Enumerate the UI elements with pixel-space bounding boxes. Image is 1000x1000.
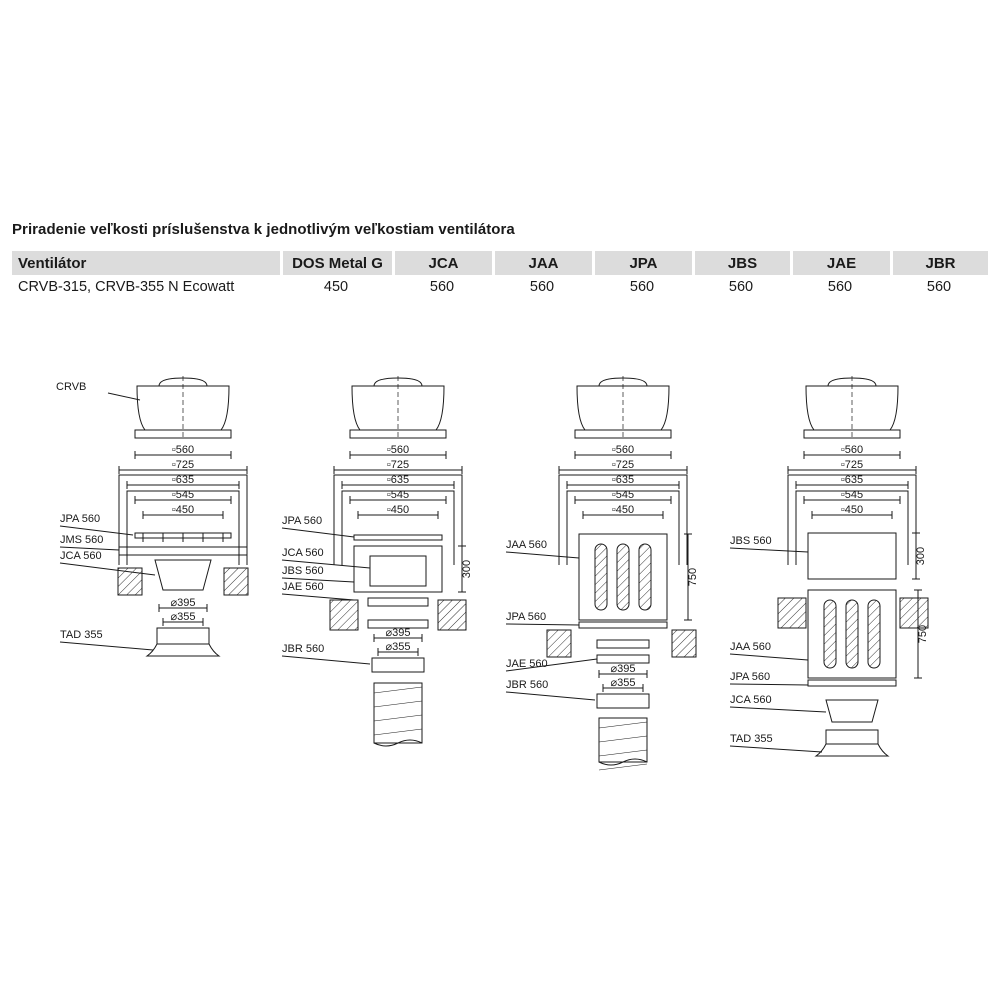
dimension-395: ⌀395 <box>385 627 411 639</box>
table-cell: 560 <box>529 279 555 295</box>
dimension-725: ▫725 <box>611 459 635 471</box>
part-label: JPA 560 <box>282 515 323 527</box>
dimension-355: ⌀355 <box>610 677 636 689</box>
table-cell: CRVB-315, CRVB-355 N Ecowatt <box>18 279 235 295</box>
tad-foot <box>816 744 888 756</box>
dimension-300: 300 <box>914 546 927 566</box>
roof-section <box>438 600 466 630</box>
frame-outline <box>342 491 454 565</box>
table-cell: 560 <box>429 279 455 295</box>
roof-section <box>330 600 358 630</box>
fan-label: CRVB <box>56 381 87 393</box>
dimension-725: ▫725 <box>386 459 410 471</box>
dimension-300: 300 <box>460 559 473 579</box>
roof-section <box>224 568 248 595</box>
leader-line <box>730 684 808 685</box>
roof-section <box>547 630 571 657</box>
duct-line <box>374 729 422 735</box>
header-cell: JPA <box>592 251 692 275</box>
part-label: JAE 560 <box>506 658 548 670</box>
part-label: JCA 560 <box>730 694 772 706</box>
part-label: JMS 560 <box>60 534 104 546</box>
jpa-plate <box>579 622 667 628</box>
roof-section <box>778 598 806 628</box>
roof-section <box>118 568 142 595</box>
dimension-450: ▫450 <box>171 504 195 516</box>
dimension-545: ▫545 <box>171 489 195 501</box>
duct-line <box>599 750 647 756</box>
header-cell: DOS Metal G <box>280 251 392 275</box>
duct-line <box>599 736 647 742</box>
dimension-750: 750 <box>686 567 699 587</box>
jpa-plate <box>354 535 442 540</box>
header-cell: JBR <box>890 251 988 275</box>
jae-plate <box>597 655 649 663</box>
baffle <box>617 544 629 610</box>
roof-section <box>900 598 928 628</box>
baffle <box>846 600 858 668</box>
dimension-450: ▫450 <box>386 504 410 516</box>
jbr-collar <box>597 694 649 708</box>
frame-outline <box>127 491 239 565</box>
tad-collar <box>157 628 209 644</box>
part-label: TAD 355 <box>730 733 773 745</box>
baffle <box>639 544 651 610</box>
part-label: JPA 560 <box>60 513 101 525</box>
dimension-560: ▫560 <box>386 444 410 456</box>
dimension-560: ▫560 <box>840 444 864 456</box>
leader-line <box>730 746 822 752</box>
part-label: JAA 560 <box>506 539 547 551</box>
baffle <box>595 544 607 610</box>
dimension-560: ▫560 <box>171 444 195 456</box>
header-cell: JCA <box>392 251 492 275</box>
leader-line <box>282 656 370 664</box>
dimension-450: ▫450 <box>840 504 864 516</box>
jbr-collar <box>372 658 424 672</box>
header-cell: Ventilátor <box>12 251 280 275</box>
dimension-560: ▫560 <box>611 444 635 456</box>
baffle <box>868 600 880 668</box>
leader-line <box>506 552 579 558</box>
dimension-395: ⌀395 <box>170 597 196 609</box>
jca-damper <box>155 560 211 590</box>
baffle <box>824 600 836 668</box>
dimension-395: ⌀395 <box>610 663 636 675</box>
part-label: JAE 560 <box>282 581 324 593</box>
table-cell: 450 <box>323 279 349 295</box>
roof-section <box>672 630 696 657</box>
dimension-545: ▫545 <box>386 489 410 501</box>
dimension-355: ⌀355 <box>170 611 196 623</box>
leader-line <box>108 393 140 400</box>
header-cell: JAE <box>790 251 890 275</box>
part-label: JAA 560 <box>730 641 771 653</box>
dimension-635: ▫635 <box>611 474 635 486</box>
jae-plate <box>368 598 428 606</box>
table-cell: 560 <box>629 279 655 295</box>
dimension-725: ▫725 <box>840 459 864 471</box>
header-cell: JAA <box>492 251 592 275</box>
part-label: JBR 560 <box>282 643 325 655</box>
leader-line <box>506 624 579 625</box>
dimension-545: ▫545 <box>840 489 864 501</box>
jca-damper <box>370 556 426 586</box>
dimension-750: 750 <box>916 624 929 644</box>
tad-collar <box>826 730 878 744</box>
leader-line <box>730 654 808 660</box>
part-label: JPA 560 <box>730 671 771 683</box>
part-label: TAD 355 <box>60 629 103 641</box>
duct-line <box>374 687 422 693</box>
dimension-725: ▫725 <box>171 459 195 471</box>
jbs-box <box>354 546 442 592</box>
duct-line <box>374 715 422 721</box>
frame-outline <box>796 491 908 565</box>
duct-line <box>599 722 647 728</box>
table-cell: 560 <box>926 279 952 295</box>
jca-damper <box>826 700 878 722</box>
part-label: JBS 560 <box>282 565 324 577</box>
table-cell: 560 <box>728 279 754 295</box>
jbs-box <box>808 533 896 579</box>
dimension-635: ▫635 <box>840 474 864 486</box>
part-label: JCA 560 <box>282 547 324 559</box>
leader-line <box>282 594 354 600</box>
leader-line <box>506 692 595 700</box>
page-title: Priradenie veľkosti príslušenstva k jednotlivým veľkostiam ventilátora <box>12 221 515 238</box>
part-label: JBS 560 <box>730 535 772 547</box>
dimension-635: ▫635 <box>171 474 195 486</box>
tad-foot <box>147 644 219 656</box>
leader-line <box>730 707 826 712</box>
jpa-plate <box>808 680 896 686</box>
part-label: JBR 560 <box>506 679 549 691</box>
table-cell: 560 <box>827 279 853 295</box>
dimension-635: ▫635 <box>386 474 410 486</box>
part-label: JPA 560 <box>506 611 547 623</box>
header-cell: JBS <box>692 251 790 275</box>
leader-line <box>282 528 354 537</box>
dimension-450: ▫450 <box>611 504 635 516</box>
part-label: JCA 560 <box>60 550 102 562</box>
dimension-355: ⌀355 <box>385 641 411 653</box>
dimension-545: ▫545 <box>611 489 635 501</box>
jms-plate <box>119 547 247 555</box>
duct-line <box>374 701 422 707</box>
leader-line <box>60 642 153 650</box>
jae-plate <box>597 640 649 648</box>
